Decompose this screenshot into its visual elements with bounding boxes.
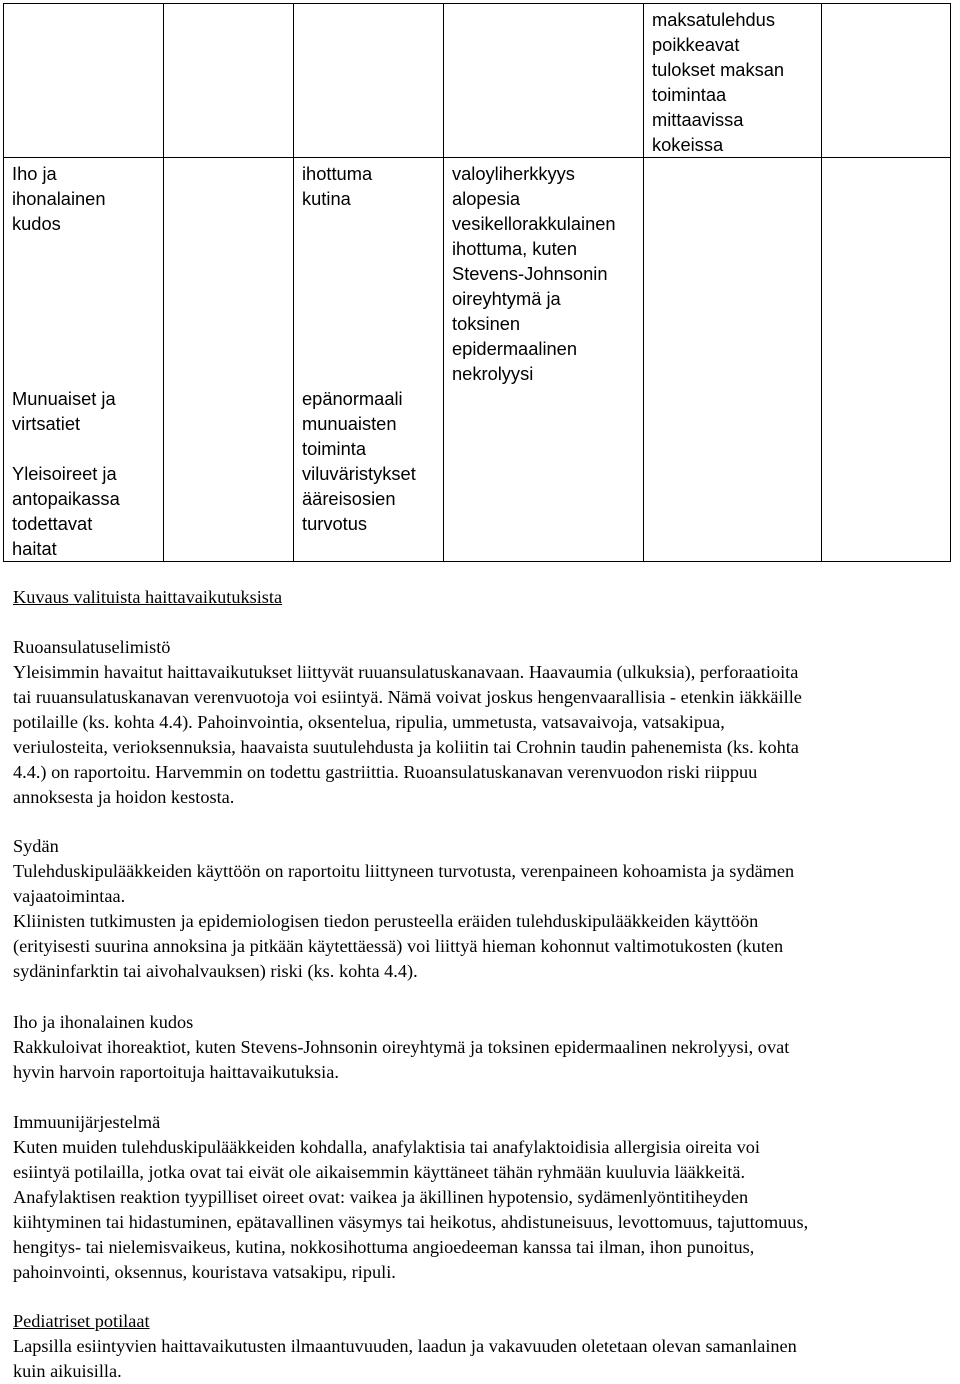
uncommon-effects-cell: valoyliherkkyys alopesia vesikellorakkulainen ihottuma, kuten Stevens-Johnsonin oireyhtymä ja toksinen epidermaalinen nekrolyysi <box>444 158 644 562</box>
immune-line: Anafylaktisen reaktion tyypilliset oireet ovat: vaikea ja äkillinen hypotensio, sydämenlyöntitiheyden <box>13 1187 749 1207</box>
gi-line: 4.4.) on raportoitu. Harvemmin on todettu gastriittia. Ruoansulatuskanavan verenvuodon riski riippuu <box>13 762 758 782</box>
rare-cell-top: maksatulehdus poikkeavat tulokset maksan toimintaa mittaavissa kokeissa <box>644 4 822 158</box>
immune-line: kiihtyminen tai hidastuminen, epätavallinen väsymys tai heikotus, ahdistuneisuus, levottomuus, tajuttomuus, <box>13 1212 809 1232</box>
heart-line: Tulehduskipulääkkeiden käyttöön on raportoitu liittyneen turvotusta, verenpaineen kohoamista ja sydämen <box>13 861 795 881</box>
heart-line: (erityisesti suurina annoksina ja pitkään käytettäessä) voi liittyä hieman kohonnut valtimotukosten (kuten <box>13 936 784 956</box>
gi-section <box>13 635 953 810</box>
skin-line: Rakkuloivat ihoreaktiot, kuten Stevens-Johnsonin oireyhtymä ja toksinen epidermaalinen nekrolyysi, ovat <box>13 1037 790 1057</box>
blank-column-cell <box>164 158 294 562</box>
common-effects-cell: ihottuma kutina epänormaali munuaisten toiminta viluväristykset ääreisosien turvotus <box>294 158 444 562</box>
organ-class-cell-top <box>4 4 164 158</box>
immune-line: hengitys- tai nielemisvaikeus, kutina, nokkosihottuma angioedeeman kanssa tai ilman, ihon punoitus, <box>13 1237 755 1257</box>
immune-line: Kuten muiden tulehduskipulääkkeiden kohdalla, anafylaktisia tai anafylaktoidisia allergisia oireita voi <box>13 1137 760 1157</box>
gi-line: Yleisimmin havaitut haittavaikutukset liittyvät ruuansulatuskanavaan. Haavaumia (ulkuksia), perforaatioita <box>13 662 799 682</box>
table-row-body <box>4 158 951 562</box>
very-common-cell-top <box>164 4 294 158</box>
gi-line: tai ruuansulatuskanavan verenvuotoja voi esiintyä. Nämä voivat joskus hengenvaarallisia - etenkin iäkkäille <box>13 687 802 707</box>
heart-line: Kliinisten tutkimusten ja epidemiologisen tiedon perusteella eräiden tulehduskipulääkkeiden käyttöön <box>13 911 759 931</box>
uncommon-cell-top <box>444 4 644 158</box>
skin-title: Iho ja ihonalainen kudos <box>13 1012 194 1032</box>
table-row-top <box>4 4 951 158</box>
common-cell-top <box>294 4 444 158</box>
immune-title: Immuunijärjestelmä <box>13 1112 161 1132</box>
gi-line: annoksesta ja hoidon kestosta. <box>13 787 235 807</box>
very-rare-cell-top <box>822 4 951 158</box>
immune-line: esiintyä potilailla, jotka ovat tai eivät ole aikaisemmin käyttäneet tähän ryhmään kuuluvia lääkkeitä. <box>13 1162 746 1182</box>
adverse-effects-table <box>3 3 951 562</box>
immune-section <box>13 1110 953 1285</box>
pediatric-line: kuin aikuisilla. <box>13 1361 122 1381</box>
gi-line: veriulosteita, verioksennuksia, haavaista suutulehdusta ja koliitin tai Crohnin taudin pahenemista (ks. kohta <box>13 737 799 757</box>
heart-line: vajaatoimintaa. <box>13 886 126 906</box>
pediatric-line: Lapsilla esiintyvien haittavaikutusten ilmaantuvuuden, laadun ja vakavuuden oletetaan olevan samanlainen <box>13 1336 797 1356</box>
heart-title: Sydän <box>13 836 59 856</box>
skin-line: hyvin harvoin raportoituja haittavaikutuksia. <box>13 1062 339 1082</box>
pediatric-title: Pediatriset potilaat <box>13 1311 150 1331</box>
section-heading: Kuvaus valituista haittavaikutuksista <box>13 587 283 607</box>
heart-line: sydäninfarktin tai aivohalvauksen) riski (ks. kohta 4.4). <box>13 961 418 981</box>
gi-line: potilaille (ks. kohta 4.4). Pahoinvointia, oksentelua, ripulia, ummetusta, vatsavaivoja, vatsakipua, <box>13 712 725 732</box>
gi-title: Ruoansulatuselimistö <box>13 637 171 657</box>
skin-section <box>13 1010 953 1085</box>
selected-effects-heading-block <box>13 585 953 610</box>
immune-line: pahoinvointi, oksennus, kouristava vatsakipu, ripuli. <box>13 1262 396 1282</box>
organ-class-cell: Iho ja ihonalainen kudos Munuaiset ja virtsatiet Yleisoireet ja antopaikassa todettavat haitat <box>4 158 164 562</box>
rare-effects-cell <box>644 158 822 562</box>
very-rare-effects-cell <box>822 158 951 562</box>
heart-section <box>13 834 953 984</box>
pediatric-section <box>13 1309 953 1384</box>
